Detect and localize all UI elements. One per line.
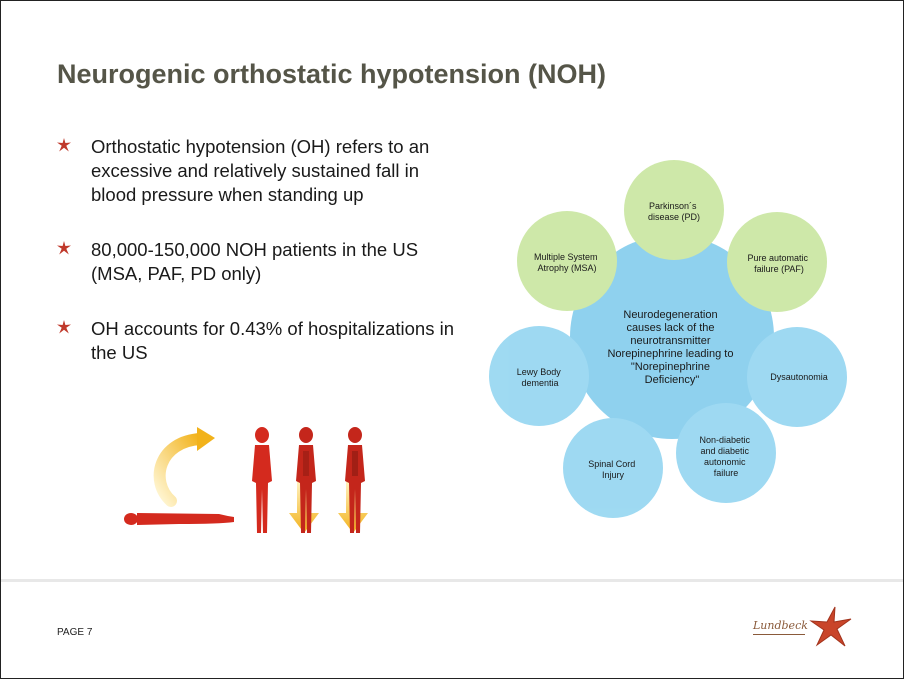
node-label-msa: Multiple System Atrophy (MSA) (533, 252, 598, 273)
node-label-spinal: Spinal Cord Injury (588, 459, 636, 480)
slide-title: Neurogenic orthostatic hypotension (NOH) (57, 59, 607, 89)
center-line: Deficiency" (644, 374, 700, 386)
center-line: neurotransmitter (630, 335, 711, 347)
footer-divider (1, 579, 903, 582)
node-label-lewy: Lewy Body dementia (516, 367, 561, 388)
bullet-text: OH accounts for 0.43% of hospitalizations in the US (91, 318, 454, 363)
center-line: Neurodegeneration (623, 309, 718, 321)
center-line: "Norepinephrine (630, 361, 711, 373)
starfish-logo-icon (809, 605, 853, 649)
node-label-dysautonomia: Dysautonomia (770, 372, 828, 382)
bullet-text: Orthostatic hypotension (OH) refers to an excessive and relatively sustained fall in blood pressure when standing up (91, 136, 430, 205)
page-number: PAGE 7 (57, 627, 93, 638)
center-line: causes lack of the (626, 322, 715, 334)
noh-causes-diagram (1, 1, 903, 581)
node-label-paf: Pure automatic failure (PAF) (747, 253, 809, 274)
center-line: Norepinephrine leading to (607, 348, 734, 360)
node-label-non-diabetic: Non-diabetic and diabetic autonomic failure (699, 435, 751, 478)
logo-underline (753, 634, 805, 635)
bullet-text: 80,000-150,000 NOH patients in the US (MSA, PAF, PD only) (91, 239, 419, 284)
node-label-pd: Parkinson´s disease (PD) (647, 201, 701, 222)
company-logo-text: Lundbeck (753, 619, 808, 632)
